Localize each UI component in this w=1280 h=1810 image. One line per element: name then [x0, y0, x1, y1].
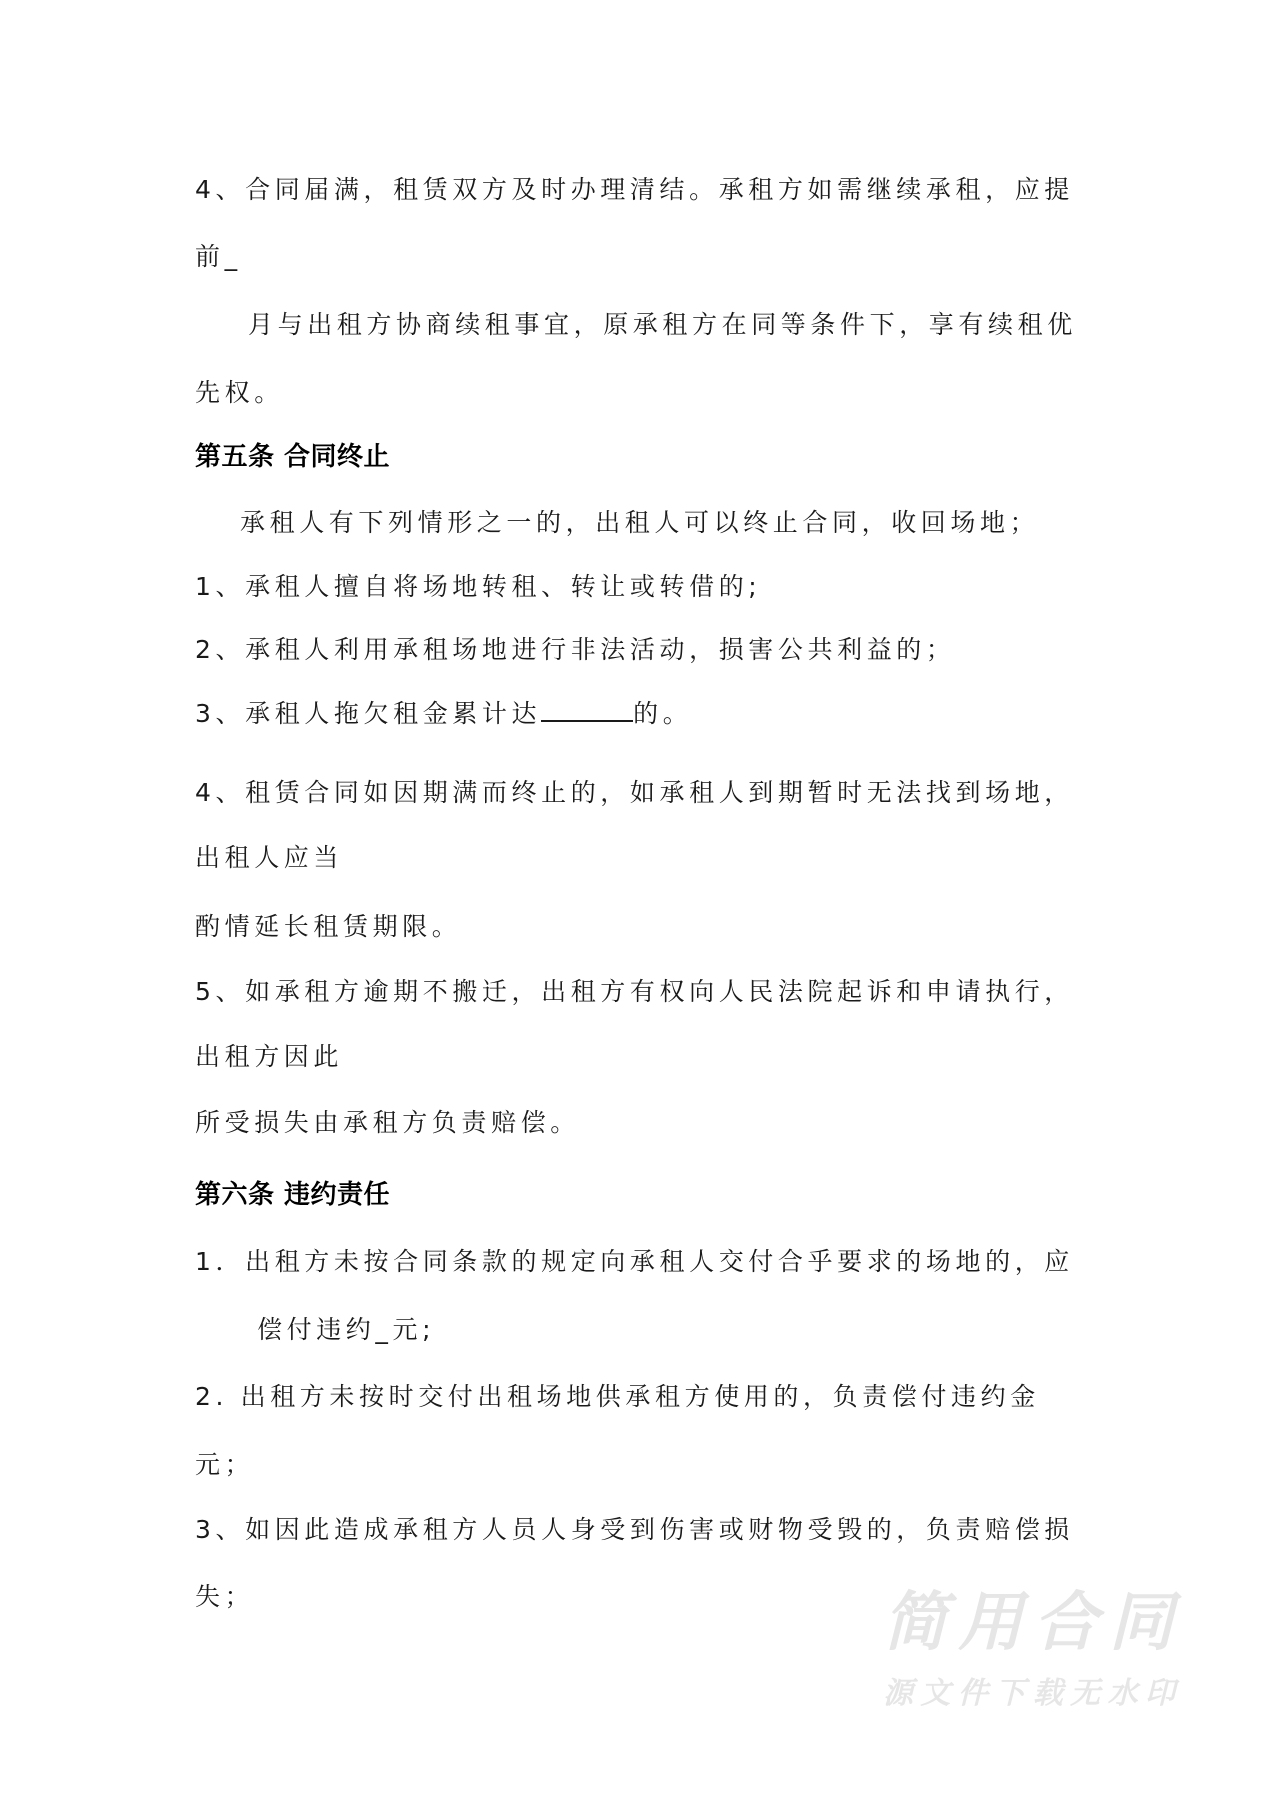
article-5-item-3 — [195, 696, 692, 730]
article-6-item-3-line-1: 3、如因此造成承租方人员人身受到伤害或财物受毁的，负责赔偿损 — [195, 1515, 1074, 1544]
article-5-item-2: 2、承租人利用承租场地进行非法活动，损害公共利益的； — [195, 635, 956, 664]
article-6-item-1-line-2: 偿付违约_元; — [257, 1315, 436, 1344]
article-6-heading: 第六条 违约责任 — [195, 1180, 391, 1210]
article-5-item-3-suffix: 的。 — [633, 699, 693, 728]
article-5-item-5-line-3: 所受损失由承租方负责赔偿。 — [195, 1108, 580, 1137]
article-5-item-1: 1、承租人擅自将场地转租、转让或转借的; — [195, 572, 762, 601]
article-5-item-4-line-1: 4、租赁合同如因期满而终止的，如承租人到期暂时无法找到场地， — [195, 778, 1074, 807]
article-5-item-4-line-2: 出租人应当 — [195, 843, 344, 872]
arrears-amount-blank — [541, 696, 633, 722]
watermark-subtitle: 源文件下载无水印 — [883, 1676, 1179, 1711]
renewal-clause-line-2 — [195, 240, 242, 274]
renewal-clause-line-4: 先权。 — [195, 378, 284, 407]
renewal-clause-line-3: 月与出租方协商续租事宜，原承租方在同等条件下，享有续租优 — [248, 310, 1077, 339]
article-5-item-5-line-2: 出租方因此 — [195, 1042, 344, 1071]
article-6-item-1-line-1: 1．出租方未按合同条款的规定向承租人交付合乎要求的场地的，应 — [195, 1247, 1074, 1276]
renewal-months-blank: _ — [224, 242, 242, 271]
watermark-title: 简用合同 — [883, 1586, 1179, 1660]
article-6-item-2-line-1: 2. 出租方未按时交付出租场地供承租方使用的，负责偿付违约金 — [195, 1382, 1040, 1411]
renewal-clause-prefix: 前 — [195, 242, 225, 271]
article-6-item-2-line-2: 元； — [195, 1450, 255, 1479]
article-5-item-5-line-1: 5、如承租方逾期不搬迁，出租方有权向人民法院起诉和申请执行， — [195, 977, 1074, 1006]
article-5-heading: 第五条 合同终止 — [195, 442, 391, 472]
article-5-intro: 承租人有下列情形之一的，出租人可以终止合同，收回场地； — [240, 508, 1040, 537]
renewal-clause-line-1: 4、合同届满，租赁双方及时办理清结。承租方如需继续承租，应提 — [195, 175, 1074, 204]
article-6-item-3-line-2: 失； — [195, 1582, 255, 1611]
article-5-item-4-line-3: 酌情延长租赁期限。 — [195, 912, 462, 941]
article-5-item-3-prefix: 3、承租人拖欠租金累计达 — [195, 699, 542, 728]
